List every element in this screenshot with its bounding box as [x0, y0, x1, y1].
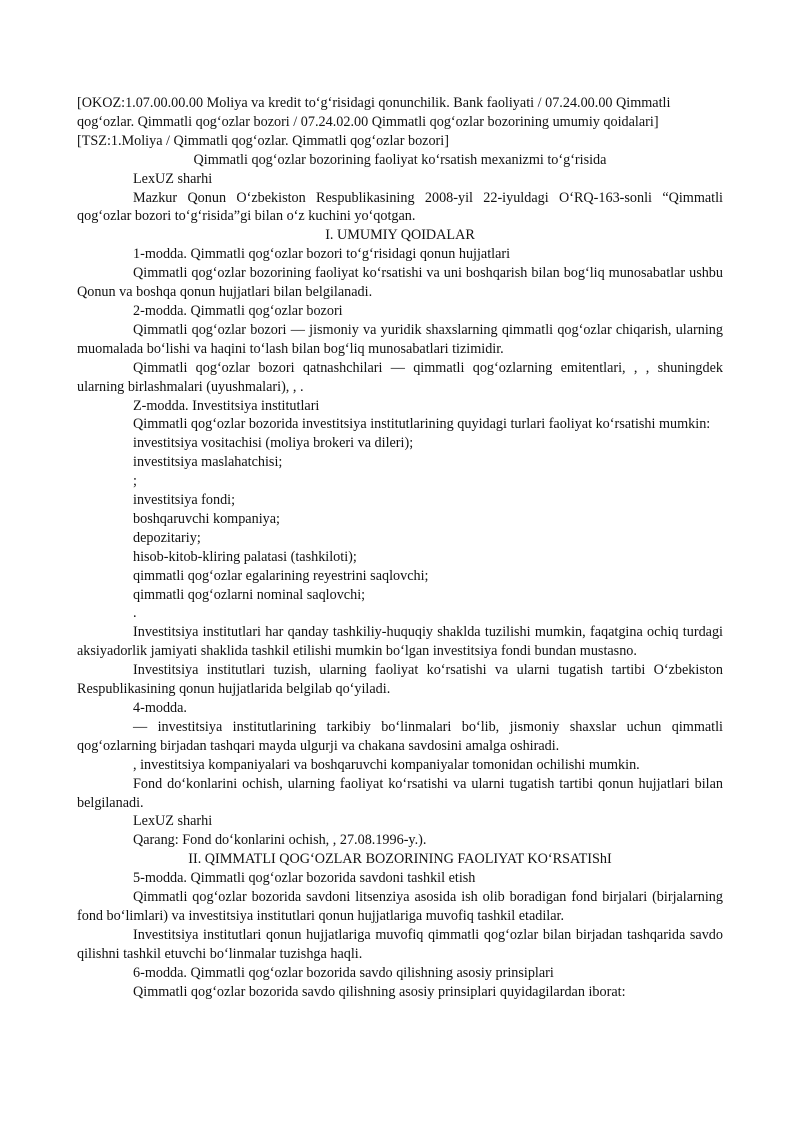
- article-3-text-1: Investitsiya institutlari har qanday tashkiliy-huquqiy shaklda tuzilishi mumkin, faqatgina ochiq turdagi aksiyadorlik jamiyati shaklida tashkil etilishi mumkin bo‘lgan investitsiya fondi bundan mustasno.: [77, 624, 723, 660]
- list-item: investitsiya maslahatchisi;: [133, 454, 283, 471]
- article-4-text-3: Fond do‘konlarini ochish, ularning faoliyat ko‘rsatishi va ularni tugatish tartibi qonun hujjatlari bilan belgilanadi.: [77, 775, 723, 811]
- article-1-title: 1-modda. Qimmatli qog‘ozlar bozori to‘g‘risidagi qonun hujjatlari: [133, 246, 511, 263]
- article-6-title: 6-modda. Qimmatli qog‘ozlar bozorida savdo qilishning asosiy prinsiplari: [133, 964, 554, 981]
- list-item: ;: [133, 473, 137, 490]
- document-title: Qimmatli qog‘ozlar bozorining faoliyat ko‘rsatish mexanizmi to‘g‘risida: [193, 151, 607, 168]
- classification-header: [OKOZ:1.07.00.00.00 Moliya va kredit to‘g‘risidagi qonunchilik. Bank faoliyati / 07.24.00.00 Qimmatli qog‘ozlar. Qimmatli qog‘ozlar bozori / 07.24.02.00 Qimmatli qog‘ozlar bozorining umumiy qoidalari][TSZ:1.Moliya / Qimmatli qog‘ozlar. Qimmatli qog‘ozlar bozori]: [77, 95, 671, 149]
- list-item: .: [133, 605, 137, 622]
- lexuz-label-2: LexUZ sharhi: [133, 813, 213, 830]
- article-2-text-1: Qimmatli qog‘ozlar bozori — jismoniy va yuridik shaxslarning qimmatli qog‘ozlar chiqarish, ularning muomalada bo‘lishi va haqini to‘lash bilan bog‘liq munosabatlari tizimidir.: [77, 321, 723, 357]
- document-body: [77, 94, 723, 1002]
- article-3-text-2: Investitsiya institutlari tuzish, ularning faoliyat ko‘rsatishi va ularni tugatish tartibi O‘zbekiston Respublikasining qonun hujjatlarida belgilab qo‘yiladi.: [77, 662, 723, 698]
- article-3-intro: Qimmatli qog‘ozlar bozorida investitsiya institutlarining quyidagi turlari faoliyat ko‘rsatishi mumkin:: [133, 416, 711, 433]
- article-2-text-2: Qimmatli qog‘ozlar bozori qatnashchilari — qimmatli qog‘ozlarning emitentlari, , , shuningdek ularning birlashmalari (uyushmalari), , .: [77, 359, 723, 395]
- lexuz-note: Mazkur Qonun O‘zbekiston Respublikasining 2008-yil 22-iyuldagi O‘RQ-163-sonli “Qimmatli qog‘ozlar bozori to‘g‘risida”gi bilan o‘z kuchini yo‘qotgan.: [77, 189, 723, 225]
- article-4-text-1: — investitsiya institutlarining tarkibiy bo‘linmalari bo‘lib, jismoniy shaxslar uchun qimmatli qog‘ozlarning birjadan tashqari mayda ulgurji va chakana savdosini amalga oshiradi.: [77, 718, 723, 754]
- list-item: investitsiya vositachisi (moliya brokeri va dileri);: [133, 435, 414, 452]
- list-item: hisob-kitob-kliring palatasi (tashkiloti);: [133, 548, 357, 565]
- list-item: depozitariy;: [133, 529, 201, 546]
- article-5-title: 5-modda. Qimmatli qog‘ozlar bozorida savdoni tashkil etish: [133, 870, 476, 887]
- chapter-heading-2: II. QIMMATLI QOG‘OZLAR BOZORINING FAOLIYAT KO‘RSATIShI: [188, 851, 612, 868]
- article-3-title: Z-modda. Investitsiya institutlari: [133, 397, 320, 414]
- article-5-text-2: Investitsiya institutlari qonun hujjatlariga muvofiq qimmatli qog‘ozlar bilan birjadan tashqarida savdo qilishni tashkil etuvchi bo‘linmalar tuzishga haqli.: [77, 926, 723, 962]
- list-item: qimmatli qog‘ozlar egalarining reyestrini saqlovchi;: [133, 567, 429, 584]
- lexuz-note-2: Qarang: Fond do‘konlarini ochish, , 27.08.1996-y.).: [133, 832, 427, 849]
- article-4-title: 4-modda.: [133, 700, 187, 716]
- list-item: boshqaruvchi kompaniya;: [133, 510, 280, 527]
- list-item: investitsiya fondi;: [133, 492, 236, 509]
- lexuz-label: LexUZ sharhi: [133, 170, 213, 187]
- list-item: qimmatli qog‘ozlarni nominal saqlovchi;: [133, 586, 366, 603]
- chapter-heading-1: I. UMUMIY QOIDALAR: [325, 227, 475, 244]
- article-1-text: Qimmatli qog‘ozlar bozorining faoliyat ko‘rsatishi va uni boshqarish bilan bog‘liq munosabatlar ushbu Qonun va boshqa qonun hujjatlari bilan belgilanadi.: [77, 265, 723, 301]
- article-4-text-2: , investitsiya kompaniyalari va boshqaruvchi kompaniyalar tomonidan ochilishi mumkin.: [133, 756, 640, 773]
- article-6-text: Qimmatli qog‘ozlar bozorida savdo qilishning asosiy prinsiplari quyidagilardan iborat:: [133, 983, 626, 1000]
- article-5-text-1: Qimmatli qog‘ozlar bozorida savdoni litsenziya asosida ish olib boradigan fond birjalari (birjalarning fond bo‘limlari) va investitsiya institutlari qonun hujjatlariga muvofiq tashkil etadilar.: [77, 889, 723, 924]
- article-2-title: 2-modda. Qimmatli qog‘ozlar bozori: [133, 302, 343, 319]
